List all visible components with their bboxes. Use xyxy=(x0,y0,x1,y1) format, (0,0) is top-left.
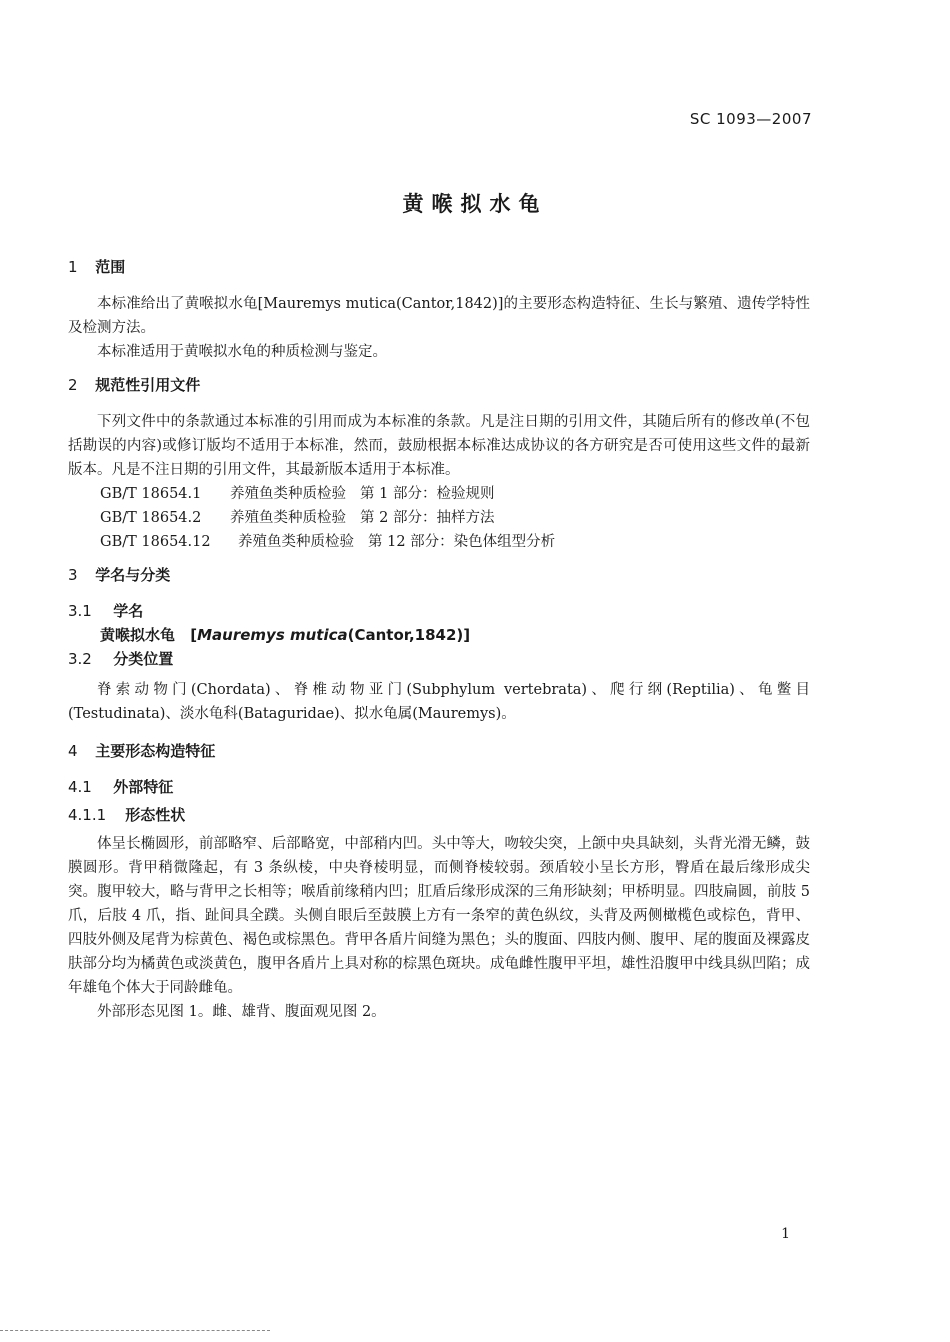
section-3-1-heading xyxy=(68,600,810,622)
paragraph: 下列文件中的条款通过本标准的引用而成为本标准的条款。凡是注日期的引用文件，其随后所有的修改单(不包括勘误的内容)或修订版均不适用于本标准，然而，鼓励根据本标准达成协议的各方研究是否可使用这些文件的最新版本。凡是不注日期的引用文件，其最新版本适用于本标准。 xyxy=(68,414,810,478)
section-title: 主要形态构造特征 xyxy=(95,742,216,760)
paragraph: 本标准给出了黄喉拟水龟[Mauremys mutica(Cantor,1842)]的主要形态构造特征、生长与繁殖、遗传学特性及检测方法。 xyxy=(68,296,810,336)
paragraph: 脊索动物门(Chordata)、脊椎动物亚门(Subphylum vertebrata)、爬行纲(Reptilia)、龟鳖目(Testudinata)、淡水龟科(Bataguridae)、拟水龟属(Mauremys)。 xyxy=(68,682,810,722)
scientific-name: 黄喉拟水龟 [Mauremys mutica(Cantor,1842)] xyxy=(100,626,471,644)
section-number: 3.2 xyxy=(68,650,92,668)
section-title: 范围 xyxy=(95,258,126,276)
section-4-1-heading xyxy=(68,776,810,798)
section-title: 学名与分类 xyxy=(95,566,171,584)
divider xyxy=(0,1330,270,1331)
section-3-heading xyxy=(68,564,810,586)
section-title: 形态性状 xyxy=(125,806,186,824)
section-number: 4.1 xyxy=(68,778,92,796)
paragraph: 外部形态见图 1。雌、雄背、腹面观见图 2。 xyxy=(97,1004,386,1020)
section-number: 4 xyxy=(68,742,78,760)
section-4-1-1-heading xyxy=(68,804,810,826)
section-number: 3.1 xyxy=(68,602,92,620)
section-1-heading xyxy=(68,256,810,278)
section-number: 3 xyxy=(68,566,78,584)
document-body xyxy=(68,256,810,1024)
section-title: 规范性引用文件 xyxy=(95,376,201,394)
standard-code: SC 1093—2007 xyxy=(689,110,812,128)
paragraph: 本标准适用于黄喉拟水龟的种质检测与鉴定。 xyxy=(97,344,387,360)
section-2-heading xyxy=(68,374,810,396)
page-number: 1 xyxy=(781,1226,790,1242)
paragraph: 体呈长椭圆形，前部略窄、后部略宽，中部稍内凹。头中等大，吻较尖突，上颌中央具缺刻，头背光滑无鳞，鼓膜圆形。背甲稍微隆起，有 3 条纵棱，中央脊棱明显，而侧脊棱较弱。颈盾较小呈长方形，臀盾在最后缘形成尖突。腹甲较大，略与背甲之长相等；喉盾前缘稍内凹；肛盾后缘形成深的三角形缺刻；甲桥明显。四肢扁圆，前肢 5 爪，后肢 4 爪，指、趾间具全蹼。头侧自眼后至鼓膜上方有一条窄的黄色纵纹，头背及两侧橄榄色或棕色，背甲、四肢外侧及尾背为棕黄色、褐色或棕黑色。背甲各盾片间缝为黑色；头的腹面、四肢内侧、腹甲、尾的腹面及裸露皮肤部分均为橘黄色或淡黄色，腹甲各盾片上具对称的棕黑色斑块。成龟雌性腹甲平坦，雄性沿腹甲中线具纵凹陷；成年雄龟个体大于同龄雌龟。 xyxy=(68,836,810,996)
section-4-heading xyxy=(68,740,810,762)
section-number: 1 xyxy=(68,258,78,276)
reference-item: GB/T 18654.1 养殖鱼类种质检验 第 1 部分：检验规则 xyxy=(100,486,495,502)
section-number: 2 xyxy=(68,376,78,394)
document-title: 黄喉拟水龟 xyxy=(402,192,548,216)
reference-item: GB/T 18654.12 养殖鱼类种质检验 第 12 部分：染色体组型分析 xyxy=(100,534,556,550)
reference-item: GB/T 18654.2 养殖鱼类种质检验 第 2 部分：抽样方法 xyxy=(100,510,495,526)
section-title: 外部特征 xyxy=(113,778,174,796)
section-number: 4.1.1 xyxy=(68,806,107,824)
section-3-2-heading xyxy=(68,648,810,670)
section-title: 学名 xyxy=(113,602,144,620)
section-title: 分类位置 xyxy=(113,650,174,668)
